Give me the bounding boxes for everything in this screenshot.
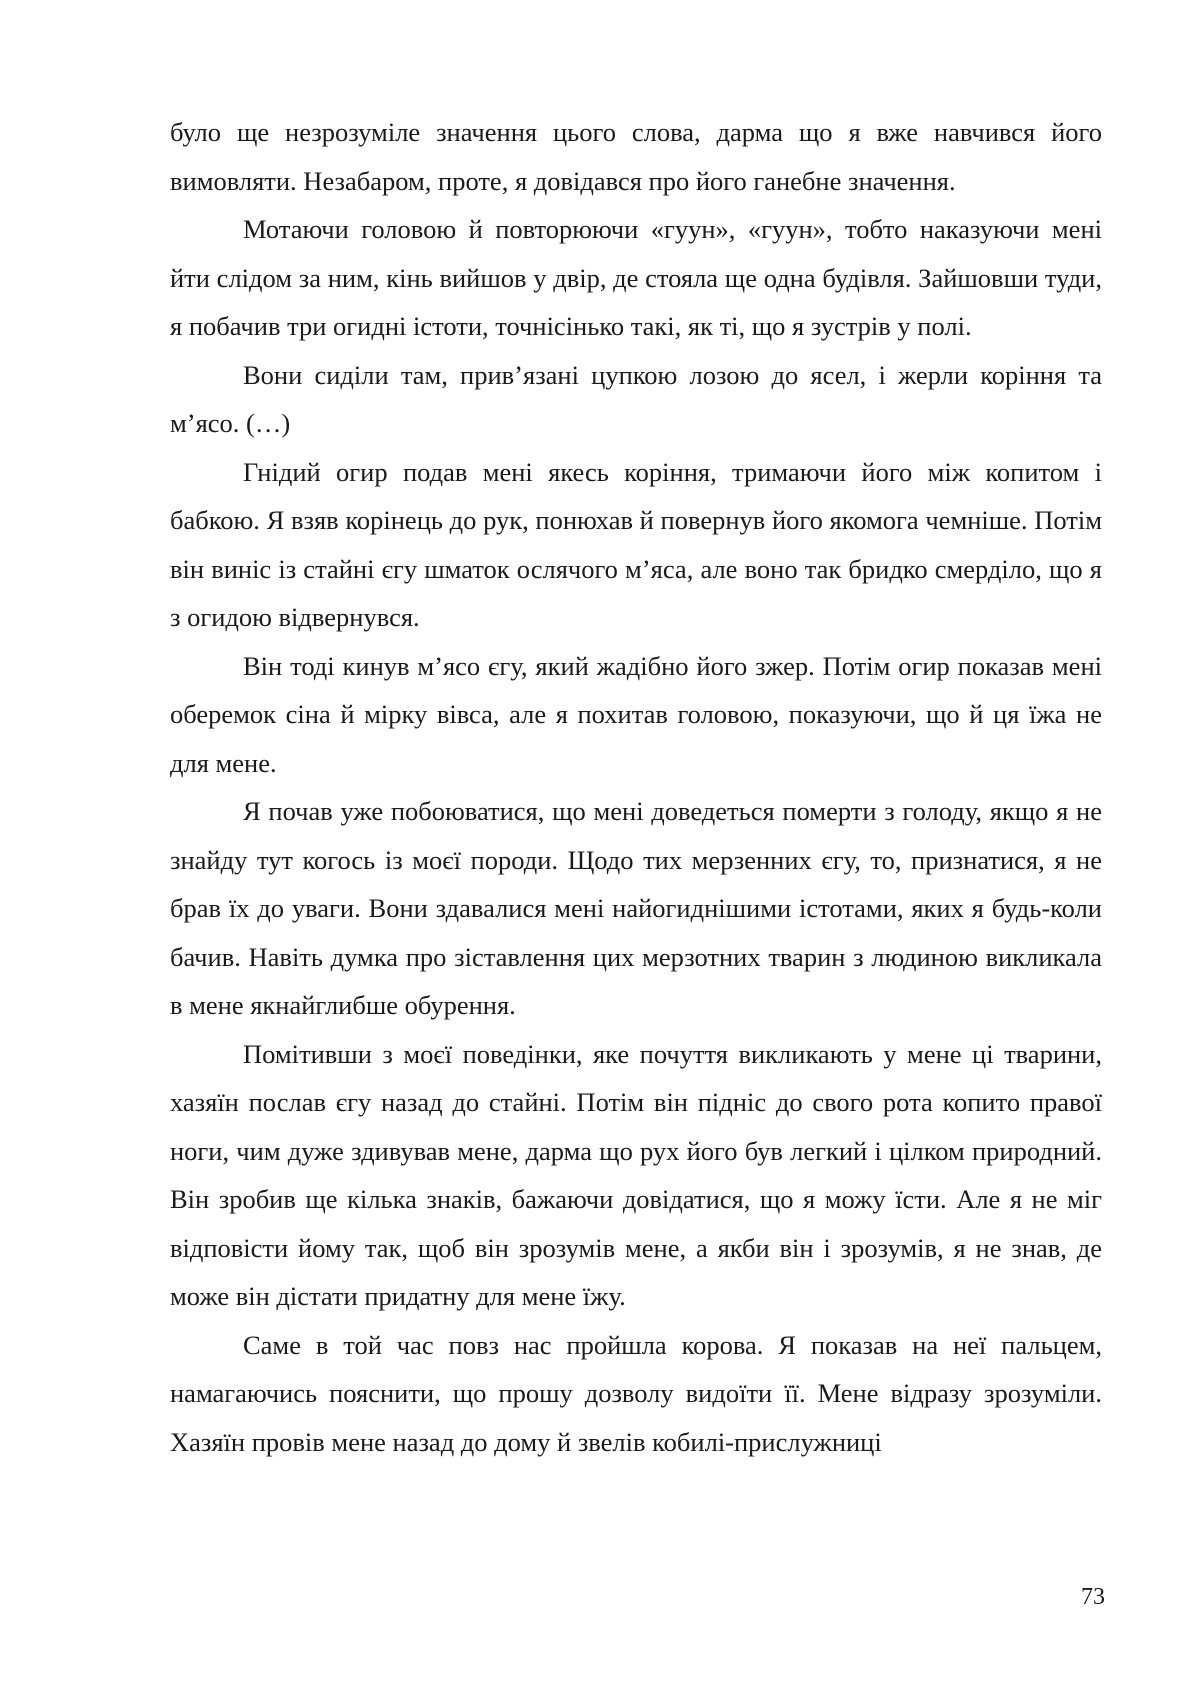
paragraph-4: Гнідий огир подав мені якесь коріння, тримаючи його між копитом і бабкою. Я взяв корінець до рук, понюхав й повернув його якомога чемніше. Потім він виніс із стайні єгу шматок ослячого м’яса, але воно так бридко смерділо, що я з огидою відвернувся. [170,456,1102,632]
paragraph-8: Саме в той час повз нас пройшла корова. Я показав на неї пальцем, намагаючись пояснити, що прошу дозволу видоїти її. Мене відразу зрозуміли. Хазяїн провів мене назад до дому й звелів кобилі-прислужниці [170,1329,1102,1457]
paragraph-7: Помітивши з моєї поведінки, яке почуття викликають у мене ці тварини, хазяїн послав єгу назад до стайні. Потім він підніс до свого рота копито правої ноги, чим дуже здивував мене, дарма що рух його був легкий і цілком природний. Він зробив ще кілька знаків, бажаючи довідатися, що я можу їсти. Але я не міг відповісти йому так, щоб він зрозумів мене, а якби він і зрозумів, я не знав, де може він дістати придатну для мене їжу. [170,1038,1102,1311]
paragraph-6: Я почав уже побоюватися, що мені доведеться померти з голоду, якщо я не знайду тут когось із моєї породи. Щодо тих мерзенних єгу, то, признатися, я не брав їх до уваги. Вони здавалися мені найогиднішими істотами, яких я будь-коли бачив. Навіть думка про зіставлення цих мерзотних тварин з людиною викликала в мене якнайглибше обурення. [170,796,1102,1020]
paragraph-5: Він тоді кинув м’ясо єгу, який жадібно його зжер. Потім огир показав мені оберемок сіна й мірку вівса, але я похитав головою, показуючи, що й ця їжа не для мене. [170,650,1102,778]
paragraph-3: Вони сиділи там, прив’язані цупкою лозою до ясел, і жерли коріння та м’ясо. (…) [170,359,1102,438]
paragraph-1: було ще незрозуміле значення цього слова, дарма що я вже навчився його вимовляти. Незабаром, проте, я довідався про його ганебне значення. [170,117,1102,196]
document-body [170,108,1102,1466]
page-number: 73 [1081,1584,1105,1610]
paragraph-2: Мотаючи головою й повторюючи «гуун», «гуун», тобто наказуючи мені йти слідом за ним, кінь вийшов у двір, де стояла ще одна будівля. Зайшовши туди, я побачив три огидні істоти, точнісінько такі, як ті, що я зустрів у полі. [170,214,1102,341]
